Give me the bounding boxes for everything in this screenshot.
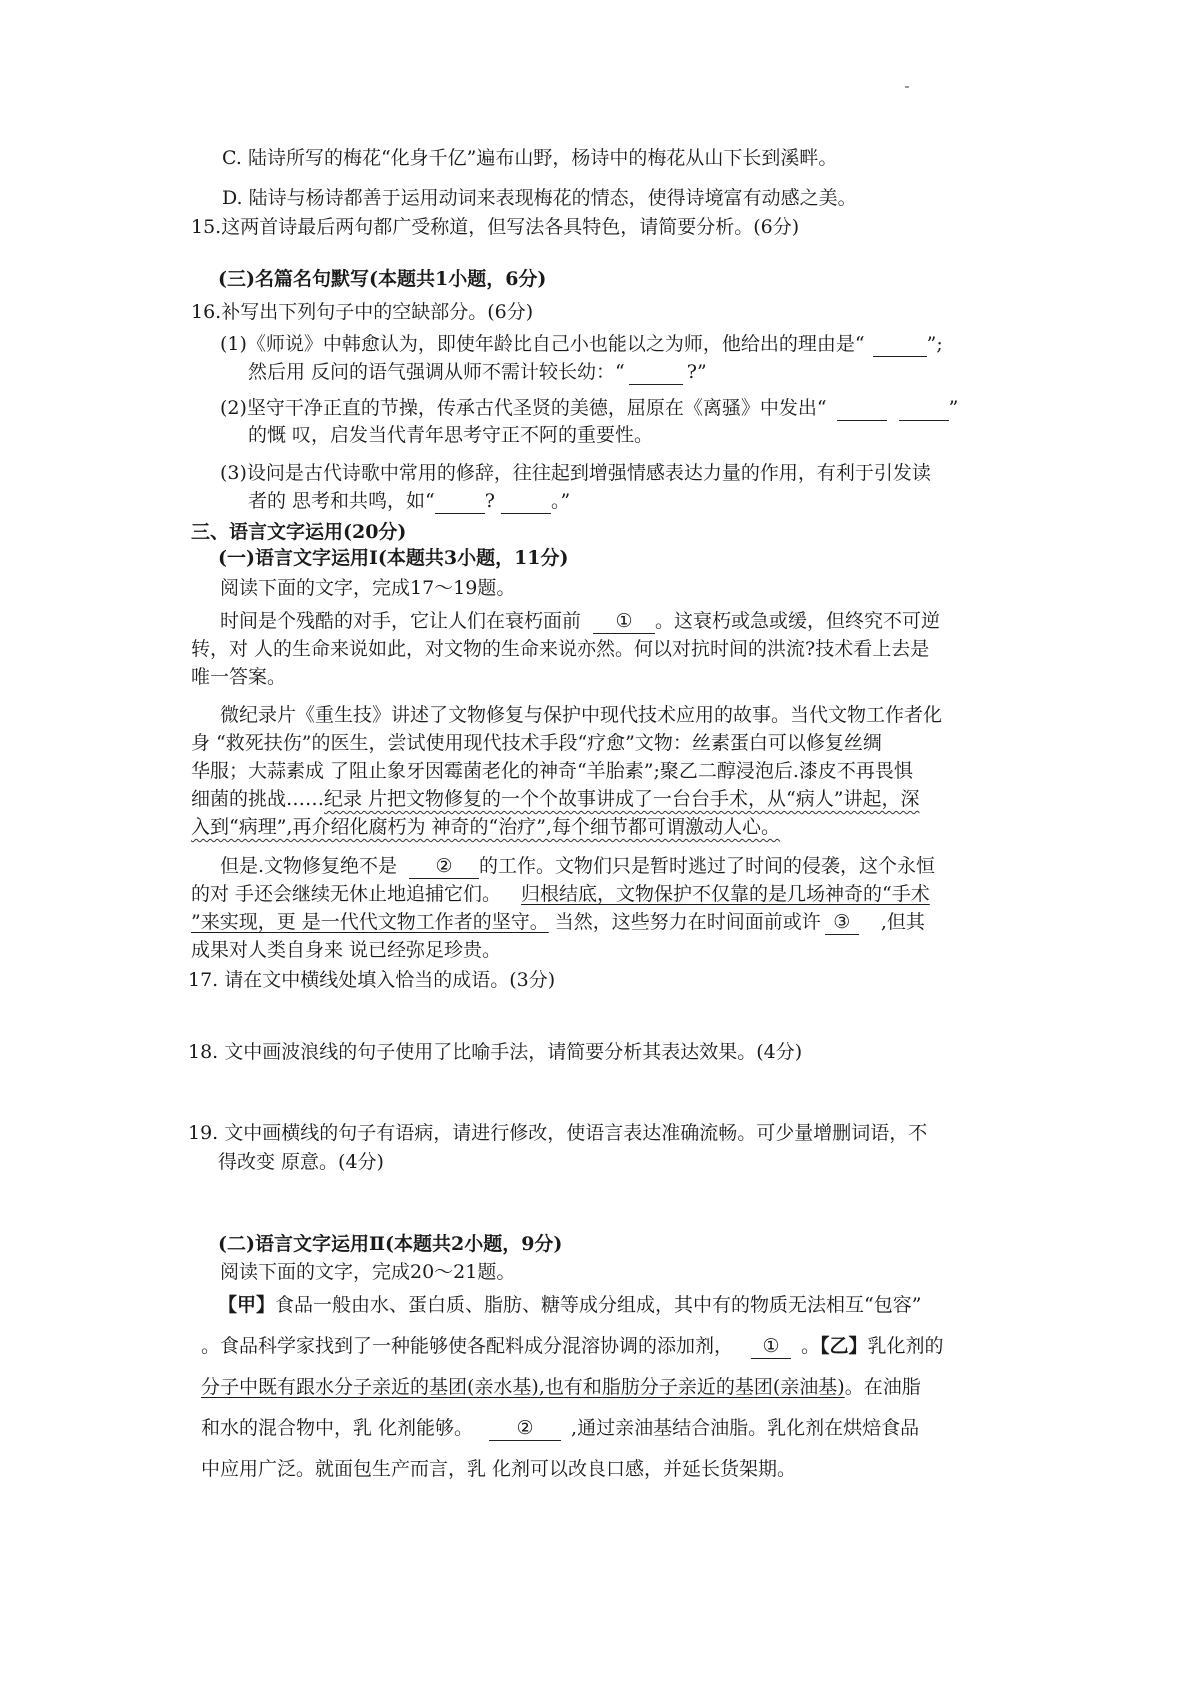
- blank-1[interactable]: ①: [751, 1334, 791, 1359]
- passage2-line1: 【甲】食品一般由水、蛋白质、脂肪、糖等成分组成，其中有的物质无法相互“包容”: [218, 1294, 922, 1316]
- answer-blank[interactable]: [435, 489, 485, 514]
- reading-instruction-1: 阅读下面的文字，完成17～19题。: [220, 577, 516, 599]
- option-d: D. 陆诗与杨诗都善于运用动词来表现梅花的情态，使得诗境富有动感之美。: [222, 187, 857, 209]
- q16-item3-line1: (3)设问是古代诗歌中常用的修辞，往往起到增强情感表达力量的作用，有利于引发读: [220, 462, 931, 484]
- reading-instruction-2: 阅读下面的文字，完成20～21题。: [220, 1261, 516, 1283]
- answer-blank[interactable]: [629, 360, 683, 385]
- q16-item2-line2: 的慨 叹，启发当代青年思考守正不阿的重要性。: [248, 424, 654, 446]
- passage1-para3-line4: 成果对人类自身来 说已经弥足珍贵。: [191, 939, 502, 961]
- passage1-para2-line3: 华服；大蒜素成 了阻止象牙因霉菌老化的神奇“羊胎素”;聚乙二醇浸泡后.漆皮不再畏惧: [191, 760, 913, 782]
- passage1-para1-line2: 转，对 人的生命来说如此，对文物的生命来说亦然。何以对抗时间的洪流?技术看上去是: [191, 638, 930, 660]
- passage2-line3: 分子中既有跟水分子亲近的基团(亲水基),也有和脂肪分子亲近的基团(亲油基)。在油脂: [201, 1376, 921, 1398]
- passage1-para1-line1: 时间是个残酷的对手，它让人们在衰朽面前 ① 。这衰朽或急或缓，但终究不可逆: [220, 610, 941, 632]
- q16-item1-line1: (1)《师说》中韩愈认为，即使年龄比自己小也能以之为师，他给出的理由是“ ”;: [220, 333, 943, 355]
- answer-blank[interactable]: [873, 332, 927, 357]
- blank-2[interactable]: ②: [489, 1416, 561, 1441]
- passage1-para3-line3: ”来实现，更 是一代代文物工作者的坚守。 当然，这些努力在时间面前或许 ③ ,但其: [191, 911, 925, 933]
- question-19-line2: 得改变 原意。(4分): [218, 1151, 384, 1173]
- blank-1[interactable]: ①: [593, 609, 655, 634]
- question-15: 15.这两首诗最后两句都广受称道，但写法各具特色，请简要分析。(6分): [191, 216, 800, 238]
- answer-blank[interactable]: [501, 489, 551, 514]
- passage1-para3-line1: 但是.文物修复绝不是 ② 的工作。文物们只是暂时逃过了时间的侵袭，这个永恒: [220, 855, 936, 877]
- question-16: 16.补写出下列句子中的空缺部分。(6分): [191, 301, 534, 323]
- subsection-heading-2: (二)语言文字运用Ⅱ(本题共2小题，9分): [218, 1233, 563, 1255]
- question-17: 17. 请在文中横线处填入恰当的成语。(3分): [188, 969, 556, 991]
- passage2-line2: 。食品科学家找到了一种能够使各配料成分混溶协调的添加剂， ① 。【乙】乳化剂的: [201, 1335, 944, 1357]
- underlined-sentence-end: ”来实现，更 是一代代文物工作者的坚守。: [191, 911, 549, 933]
- passage2-line4: 和水的混合物中，乳 化剂能够。 ② ,通过亲油基结合油脂。乳化剂在烘焙食品: [201, 1417, 920, 1439]
- marker-yi: 【乙】: [820, 1335, 868, 1357]
- q16-item3-line2: 者的 思考和共鸣，如“ ? 。”: [248, 490, 571, 512]
- blank-2[interactable]: ②: [409, 854, 479, 879]
- passage1-para1-line3: 唯一答案。: [191, 666, 287, 688]
- passage1-para2-line5: [191, 815, 780, 839]
- passage2-line5: 中应用广泛。就面包生产而言，乳 化剂可以改良口感，并延长货架期。: [201, 1458, 797, 1480]
- passage1-para2-line1: 微纪录片《重生技》讲述了文物修复与保护中现代技术应用的故事。当代文物工作者化: [220, 704, 943, 726]
- wavy-underlined-sentence-end: 入到“病理”,再介绍化腐朽为 神奇的“治疗”,每个细节都可谓激动人心。: [191, 816, 780, 838]
- underlined-sentence: 分子中既有跟水分子亲近的基团(亲水基),也有和脂肪分子亲近的基团(亲油基): [201, 1376, 845, 1398]
- wavy-underlined-sentence: 纪录 片把文物修复的一个个故事讲成了一台台手术，从“病人”讲起，深: [324, 788, 920, 810]
- q16-item2-line1: (2)坚守干净正直的节操，传承古代圣贤的美德，屈原在《离骚》中发出“ ”: [220, 397, 959, 419]
- blank-3[interactable]: ③: [825, 910, 859, 935]
- answer-blank[interactable]: [837, 396, 887, 421]
- q16-item1-line2: 然后用 反问的语气强调从师不需计较长幼：“ ?”: [248, 361, 707, 383]
- passage1-para3-line2: 的对 手还会继续无休止地追捕它们。 归根结底，文物保护不仅靠的是几场神奇的“手术: [191, 883, 930, 905]
- section-heading-dictation: (三)名篇名句默写(本题共1小题，6分): [218, 268, 547, 290]
- answer-blank[interactable]: [899, 396, 949, 421]
- scan-mark: [905, 86, 909, 88]
- subsection-heading-1: (一)语言文字运用Ⅰ(本题共3小题，11分): [218, 547, 569, 569]
- passage1-para2-line4: 细菌的挑战……纪录 片把文物修复的一个个故事讲成了一台台手术，从“病人”讲起，深: [191, 788, 920, 810]
- underlined-sentence: 归根结底，文物保护不仅靠的是几场神奇的“手术: [521, 883, 930, 905]
- option-c: C. 陆诗所写的梅花“化身千亿”遍布山野，杨诗中的梅花从山下长到溪畔。: [222, 147, 838, 169]
- passage1-para2-line2: 身 “救死扶伤”的医生，尝试使用现代技术手段“疗愈”文物：丝素蛋白可以修复丝绸: [191, 732, 882, 754]
- marker-jia: 【甲】: [218, 1294, 276, 1316]
- question-19-line1: 19. 文中画横线的句子有语病，请进行修改，使语言表达准确流畅。可少量增删词语，不: [188, 1122, 928, 1144]
- question-18: 18. 文中画波浪线的句子使用了比喻手法，请简要分析其表达效果。(4分): [188, 1041, 803, 1063]
- part-heading-language-use: 三、语言文字运用(20分): [191, 521, 407, 543]
